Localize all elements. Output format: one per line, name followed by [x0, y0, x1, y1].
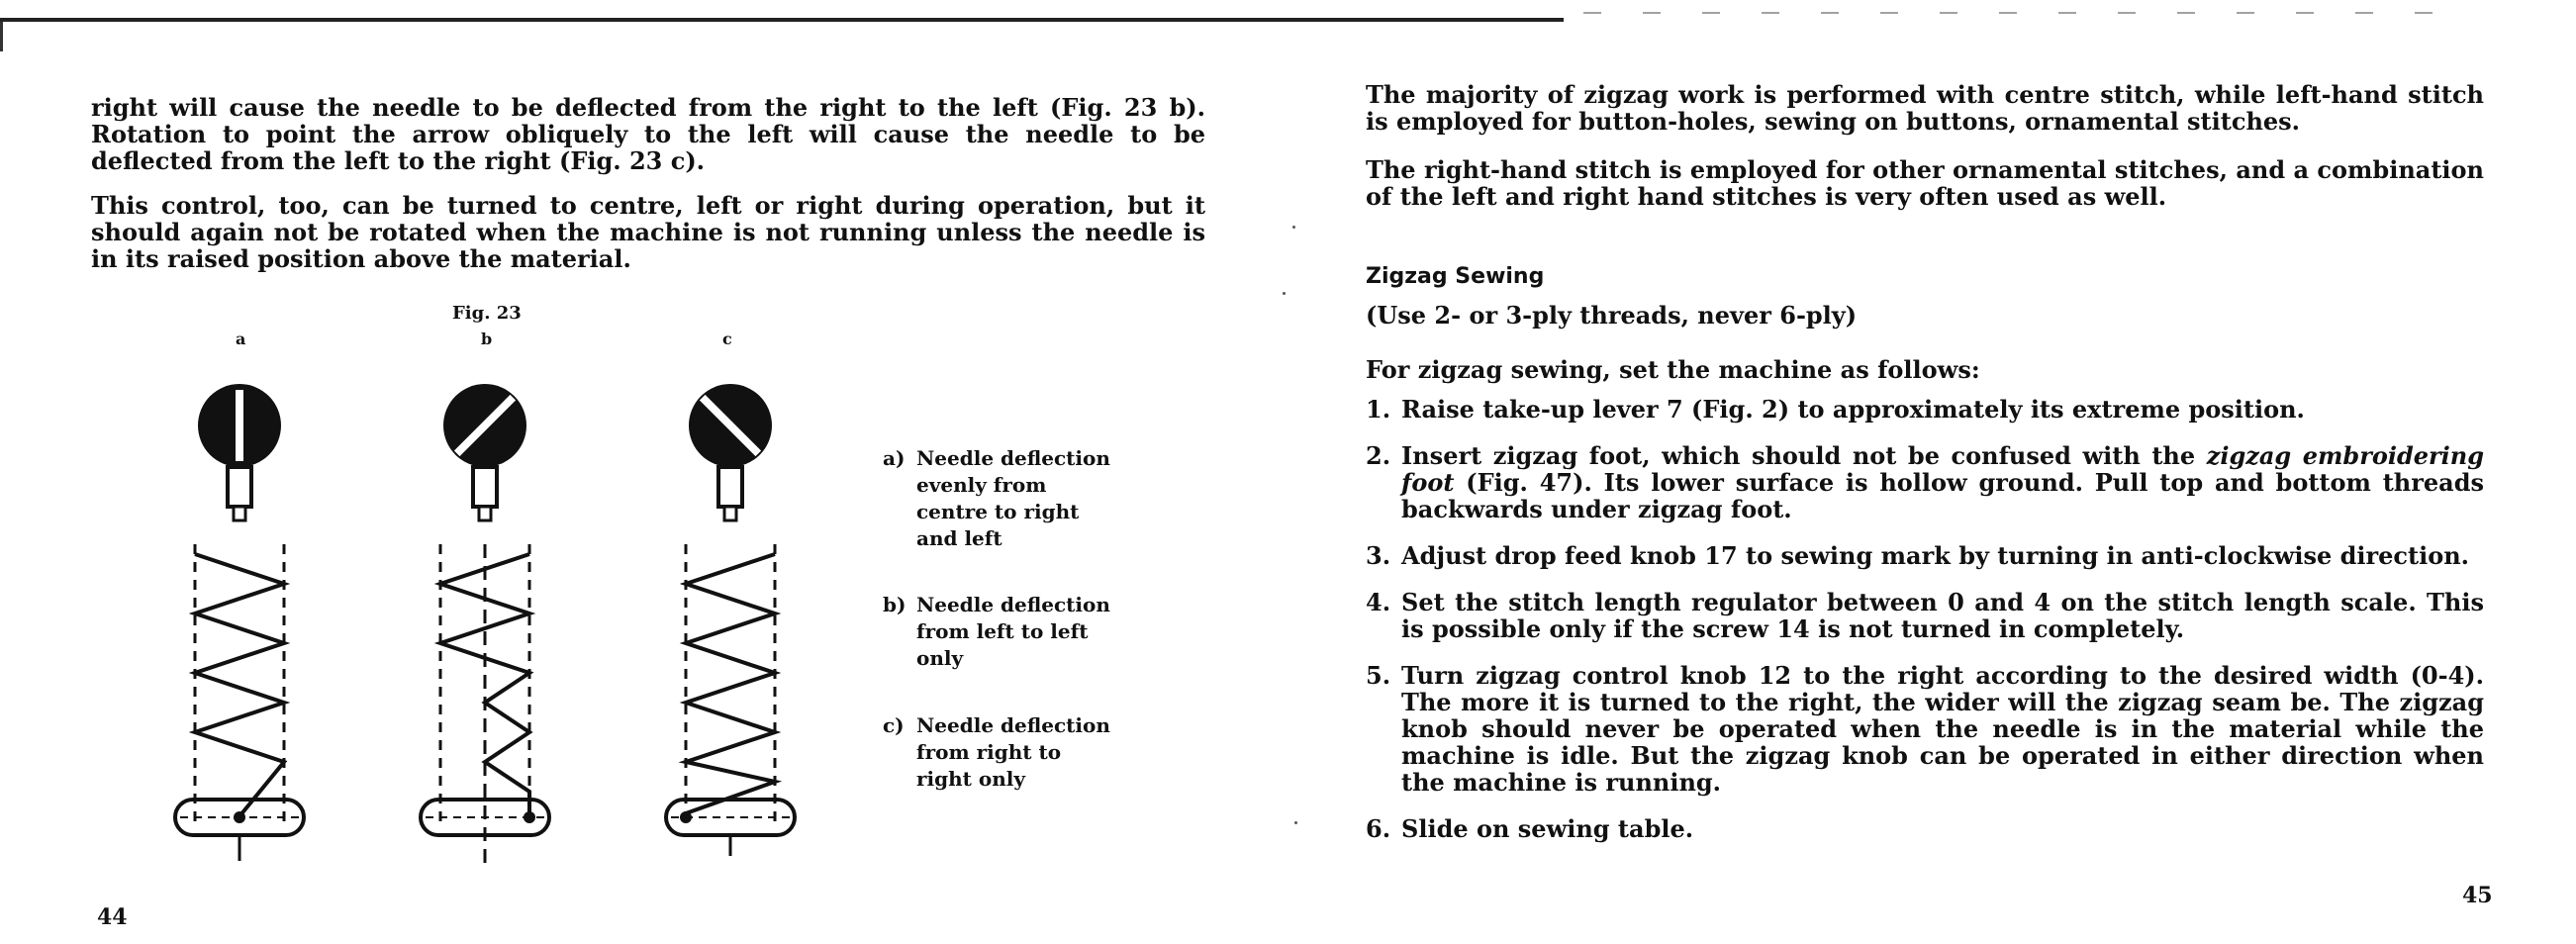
scan-top-border-faint: [1583, 12, 2474, 14]
step-number: 6.: [1366, 814, 1391, 843]
legend-c-key: c): [883, 713, 905, 737]
thread-note: (Use 2- or 3-ply threads, never 6-ply): [1366, 301, 1858, 330]
legend-b-text: Needle deflection from left to left only: [916, 593, 1110, 670]
figure-23-illustration: [170, 356, 922, 871]
step-text: Turn zigzag control knob 12 to the right according to the desired width (0-4). The more it is turned to the right, the wider will the zigzag seam be. The zigzag knob should never be operated when the needle is in the material while the machine is idle. But the zigzag knob can be operated in either direction when the machine is running.: [1401, 661, 2484, 797]
step-text: Insert zigzag foot, which should not be confused with the: [1401, 441, 2207, 470]
legend-a-text: Needle deflection evenly from centre to right and left: [916, 446, 1110, 550]
step-1: [1366, 396, 2484, 423]
scan-speck: [1283, 292, 1286, 295]
figure-sublabel-a: a: [236, 330, 246, 348]
step-number: 5.: [1366, 661, 1391, 690]
legend-c: [883, 712, 1114, 793]
steps-list: [1366, 396, 2484, 862]
right-paragraph-2: The right-hand stitch is employed for other ornamental stitches, and a combination of the left and right hand stitches is very often used as well.: [1366, 155, 2484, 211]
step-text: Set the stitch length regulator between 0 and 4 on the stitch length scale. This is possible only if the screw 14 is not turned in completely.: [1401, 588, 2484, 643]
step-6: [1366, 815, 2484, 842]
step-text: (Fig. 47). Its lower surface is hollow ground. Pull top and bottom threads backwards under zigzag foot.: [1401, 468, 2484, 523]
step-3: [1366, 542, 2484, 569]
step-text-italic: zigzag embroidering foot: [1401, 441, 2485, 497]
step-number: 2.: [1366, 441, 1391, 470]
scan-top-border: [0, 18, 1564, 22]
step-2: [1366, 442, 2484, 522]
legend-c-text: Needle deflection from right to right only: [916, 713, 1110, 791]
scan-speck: [1294, 821, 1297, 824]
right-paragraph-1: The majority of zigzag work is performed with centre stitch, while left-hand stitch is employed for button-holes, sewing on buttons, ornamental stitches.: [1366, 80, 2484, 136]
scan-left-mark: [0, 22, 3, 51]
diagram-b: [421, 384, 549, 871]
figure-title: Fig. 23: [452, 303, 522, 324]
step-4: [1366, 589, 2484, 642]
page-number-left: 44: [97, 904, 128, 930]
diagram-c: [666, 384, 795, 856]
intro-text: For zigzag sewing, set the machine as follows:: [1366, 355, 1980, 384]
figure-sublabel-b: b: [481, 330, 493, 348]
step-text: Raise take-up lever 7 (Fig. 2) to approximately its extreme position.: [1401, 395, 2305, 424]
page-number-right: 45: [2462, 883, 2493, 908]
step-5: [1366, 662, 2484, 796]
step-text: Adjust drop feed knob 17 to sewing mark by turning in anti-clockwise direction.: [1401, 541, 2470, 570]
section-heading: Zigzag Sewing: [1366, 264, 1545, 289]
left-paragraph-1: right will cause the needle to be deflected from the right to the left (Fig. 23 b). Rotation to point the arrow obliquely to the left will cause the needle to be deflected from the left to the right (Fig. 23 c).: [91, 93, 1205, 175]
scan-speck: [1292, 226, 1295, 229]
legend-b: [883, 592, 1114, 672]
step-number: 3.: [1366, 541, 1391, 570]
step-text: Slide on sewing table.: [1401, 814, 1694, 843]
step-number: 4.: [1366, 588, 1391, 616]
legend-a: [883, 445, 1114, 552]
figure-sublabel-c: c: [722, 330, 732, 348]
left-paragraph-2: This control, too, can be turned to centre, left or right during operation, but it should again not be rotated when the machine is not running unless the needle is in its raised position above the material.: [91, 191, 1205, 273]
legend-a-key: a): [883, 446, 906, 470]
legend-b-key: b): [883, 593, 906, 616]
diagram-a: [175, 384, 304, 861]
step-number: 1.: [1366, 395, 1391, 424]
